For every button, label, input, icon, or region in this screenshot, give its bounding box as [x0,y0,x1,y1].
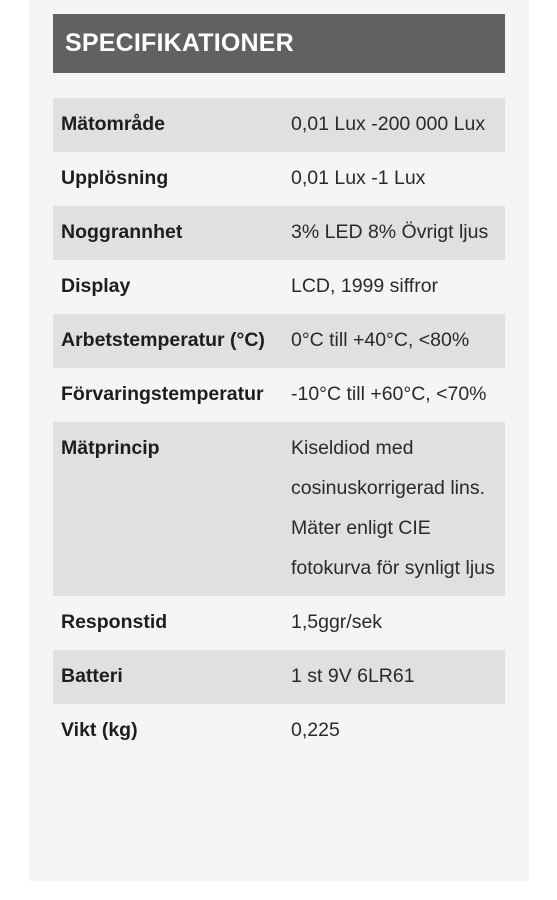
spec-table [53,98,505,758]
spec-row-vikt [53,704,505,758]
spec-row-batteri [53,650,505,704]
spec-value: 0,01 Lux -1 Lux [286,152,505,206]
spec-row-upplosning [53,152,505,206]
spec-value: 0,01 Lux -200 000 Lux [286,98,505,152]
spec-row-arbetstemperatur [53,314,505,368]
spec-row-responstid [53,596,505,650]
spec-label: Responstid [53,596,286,650]
spec-label: Upplösning [53,152,286,206]
section-heading [53,14,505,73]
spec-value: LCD, 1999 siffror [286,260,505,314]
spec-row-matprincip [53,422,505,596]
spec-label: Mätprincip [53,422,286,596]
spec-value: 1,5ggr/sek [286,596,505,650]
spec-value: 0,225 [286,704,505,758]
spec-label: Display [53,260,286,314]
section-title: SPECIFIKATIONER [65,29,294,57]
spec-label: Noggrannhet [53,206,286,260]
spec-value: -10°C till +60°C, <70% [286,368,505,422]
spec-row-forvaringstemperatur [53,368,505,422]
spec-row-display [53,260,505,314]
spec-value: 3% LED 8% Övrigt ljus [286,206,505,260]
spec-label: Vikt (kg) [53,704,286,758]
spec-value: 0°C till +40°C, <80% [286,314,505,368]
spec-row-matomrade [53,98,505,152]
spec-label: Mätområde [53,98,286,152]
spec-value: Kiseldiod med cosinuskorrigerad lins. Mäter enligt CIE fotokurva för synligt ljus [286,422,505,596]
spec-label: Arbetstemperatur (°C) [53,314,286,368]
spec-label: Batteri [53,650,286,704]
spec-label: Förvaringstemperatur [53,368,286,422]
spec-value: 1 st 9V 6LR61 [286,650,505,704]
spec-row-noggrannhet [53,206,505,260]
